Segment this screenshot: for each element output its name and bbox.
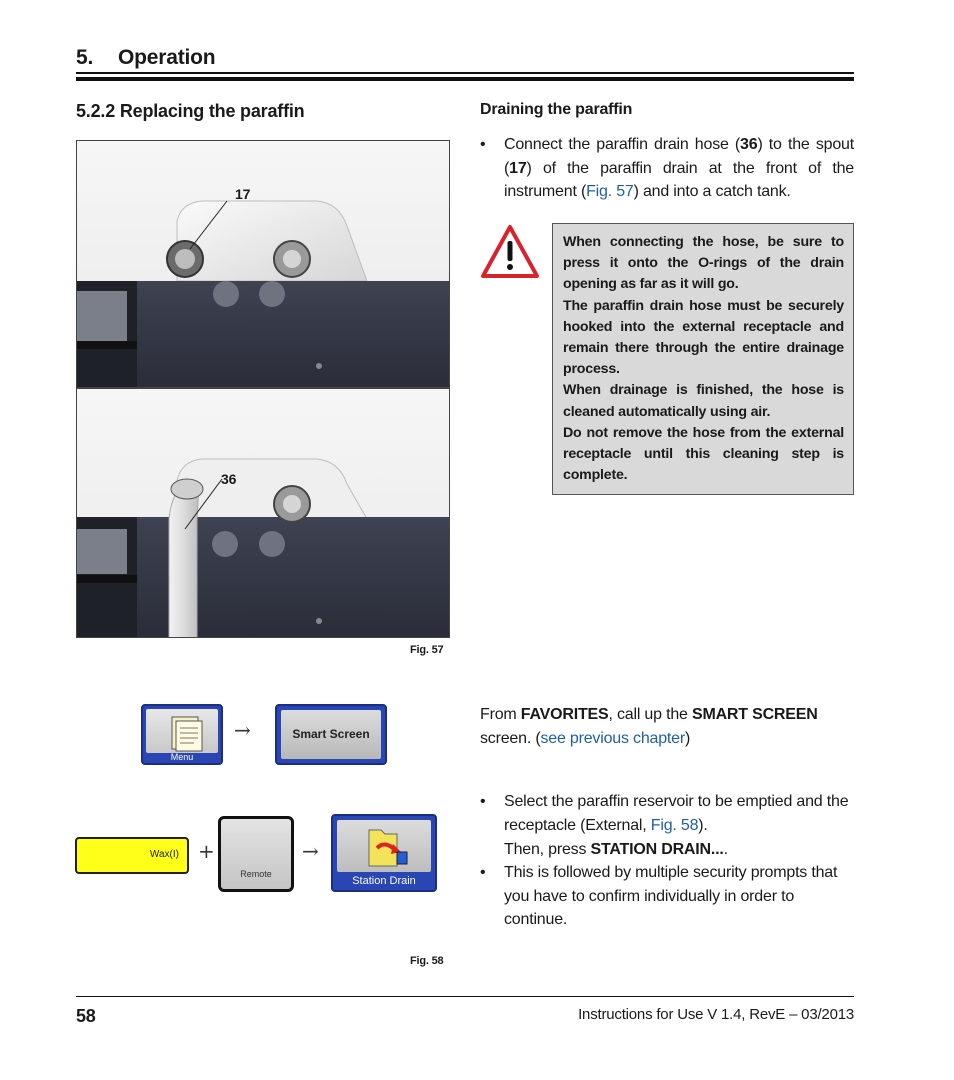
bullet-dot: •: [480, 793, 486, 810]
warning-box: [552, 223, 854, 495]
header-rule-thick: [76, 77, 854, 81]
station-drain-icon: [337, 820, 431, 872]
bullet-dot: •: [480, 136, 486, 153]
remote-button-label: Remote: [240, 869, 272, 879]
bullet-select-reservoir: [480, 790, 854, 838]
wax-button-label: Wax(I): [149, 849, 179, 860]
arrow-1: →: [234, 718, 251, 742]
warning-text: [563, 232, 844, 486]
station-drain-button[interactable]: [331, 814, 437, 892]
chapter-title: Operation: [118, 46, 216, 69]
photo-drain-hose-image: [77, 389, 450, 638]
menu-button-face: [146, 709, 218, 753]
previous-chapter-link[interactable]: see previous chapter: [540, 729, 685, 747]
photo-drain-spout-image: [77, 141, 450, 388]
photo-drain-spout: [76, 140, 450, 388]
bullet-text: Select the paraffin reservoir to be emptied and the receptacle (External, Fig. 58).: [504, 793, 849, 834]
callout-36: 36: [221, 471, 237, 487]
then-press-text: Then, press STATION DRAIN....: [504, 841, 728, 858]
remote-button[interactable]: [218, 816, 294, 892]
menu-button[interactable]: [141, 704, 223, 765]
callout-17: 17: [235, 186, 251, 202]
warning-triangle-icon: [480, 224, 540, 280]
bullet-dot: •: [480, 864, 486, 881]
photo-drain-hose: [76, 388, 450, 638]
chapter-number: 5.: [76, 46, 94, 69]
bullet-text: This is followed by multiple security prompts that you have to confirm individually in order to continue.: [504, 864, 838, 928]
draining-heading: Draining the paraffin: [480, 101, 633, 118]
station-drain-button-label: Station Drain: [352, 875, 416, 887]
footer-rule: [76, 996, 854, 997]
footer-doc-info: Instructions for Use V 1.4, RevE – 03/2013: [578, 1006, 854, 1023]
wax-reservoir-button[interactable]: [75, 837, 189, 874]
favorites-instruction: From FAVORITES, call up the SMART SCREEN screen. (see previous chapter): [480, 706, 818, 747]
figure-57-caption: Fig. 57: [410, 644, 444, 656]
fig58-link[interactable]: Fig. 58: [650, 816, 699, 834]
smart-screen-button-label: Smart Screen: [281, 710, 381, 759]
chapter-heading: [76, 46, 215, 70]
figure-58-caption: Fig. 58: [410, 955, 444, 967]
arrow-2: →: [302, 839, 319, 863]
bullet-connect-hose: [480, 133, 854, 205]
section-title: 5.2.2 Replacing the paraffin: [76, 101, 305, 121]
bullet-text: Connect the paraffin drain hose (36) to the spout (17) of the paraffin drain at the front of the instrument (Fig. 57) and into a catch tank.: [504, 136, 854, 200]
warning-paragraph: When connecting the hose, be sure to press it onto the O-rings of the drain opening as far as it will go.: [563, 234, 844, 293]
warning-paragraph: Do not remove the hose from the external receptacle until this cleaning step is complete.: [563, 424, 844, 484]
station-drain-button-face: [337, 820, 431, 872]
plus-sign: +: [198, 839, 215, 863]
warning-paragraph: The paraffin drain hose must be securely hooked into the external receptacle and remain there through the entire drainage process.: [563, 297, 844, 378]
menu-button-label: Menu: [170, 752, 194, 762]
fig57-link[interactable]: Fig. 57: [586, 183, 634, 200]
smart-screen-button[interactable]: [275, 704, 387, 765]
warning-paragraph: When drainage is finished, the hose is cleaned automatically using air.: [563, 382, 844, 420]
header-rule-thin: [76, 72, 854, 74]
bullet-security-prompts: [480, 861, 854, 933]
menu-notebook-icon: [146, 709, 218, 753]
page-number: 58: [76, 1006, 96, 1026]
